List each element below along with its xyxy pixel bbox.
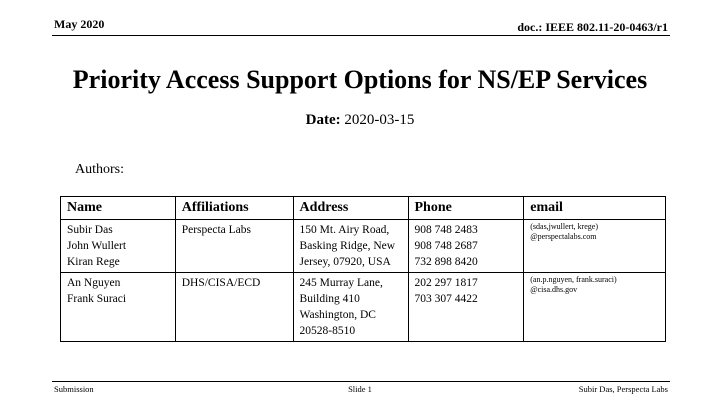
phone-cell — [408, 220, 524, 273]
author-name: Kiran Rege — [67, 256, 120, 268]
address-line: Basking Ridge, New — [299, 240, 396, 252]
footer-submission: Submission — [54, 384, 94, 394]
phone-number: 703 307 4422 — [414, 293, 478, 305]
email-cell — [524, 220, 666, 273]
email-line: @perspectalabs.com — [530, 232, 597, 241]
date-label: Date: — [305, 112, 341, 128]
email-line: (an.p.nguyen, frank.suraci) — [530, 275, 617, 284]
footer-divider — [52, 381, 670, 382]
column-header-affiliations: Affiliations — [175, 197, 293, 220]
column-header-email: email — [524, 197, 666, 220]
column-header-phone: Phone — [408, 197, 524, 220]
column-header-name: Name — [61, 197, 176, 220]
author-name: Frank Suraci — [67, 293, 127, 305]
authors-label: Authors: — [75, 162, 124, 177]
date-value: 2020-03-15 — [344, 112, 415, 128]
footer-author: Subir Das, Perspecta Labs — [578, 384, 668, 394]
address-line: Building 410 — [299, 293, 360, 305]
email-line: (sdas,jwullert, krege) — [530, 222, 598, 231]
address-line: Washington, DC — [299, 309, 376, 321]
header-date: May 2020 — [54, 17, 105, 31]
affiliation-cell — [175, 273, 293, 342]
phone-number: 202 297 1817 — [414, 277, 478, 289]
address-line: 20528-8510 — [299, 325, 356, 337]
authors-table — [60, 196, 666, 342]
slide-title: Priority Access Support Options for NS/EP Services — [72, 65, 648, 94]
column-header-address: Address — [293, 197, 408, 220]
author-name: An Nguyen — [67, 277, 121, 289]
address-cell — [293, 273, 408, 342]
email-line: @cisa.dhs.gov — [530, 285, 578, 294]
date-line — [0, 112, 720, 129]
address-line: 245 Murray Lane, — [299, 277, 383, 289]
footer-slide-number: Slide 1 — [348, 384, 372, 394]
affiliation-cell — [175, 220, 293, 273]
address-line: 150 Mt. Airy Road, — [299, 224, 390, 236]
table-row — [61, 273, 666, 342]
name-cell — [61, 273, 176, 342]
phone-number: 732 898 8420 — [414, 256, 478, 268]
affiliation-text: Perspecta Labs — [181, 224, 252, 236]
header-doc-id: doc.: IEEE 802.11-20-0463/r1 — [517, 20, 668, 34]
table-row — [61, 220, 666, 273]
table-header-row — [61, 197, 666, 220]
author-name: John Wullert — [67, 240, 127, 252]
address-line: Jersey, 07920, USA — [299, 256, 391, 268]
header-divider — [52, 35, 670, 36]
author-name: Subir Das — [67, 224, 113, 236]
phone-number: 908 748 2483 — [414, 224, 478, 236]
phone-cell — [408, 273, 524, 342]
phone-number: 908 748 2687 — [414, 240, 478, 252]
name-cell — [61, 220, 176, 273]
address-cell — [293, 220, 408, 273]
email-cell — [524, 273, 666, 342]
affiliation-text: DHS/CISA/ECD — [181, 277, 261, 289]
